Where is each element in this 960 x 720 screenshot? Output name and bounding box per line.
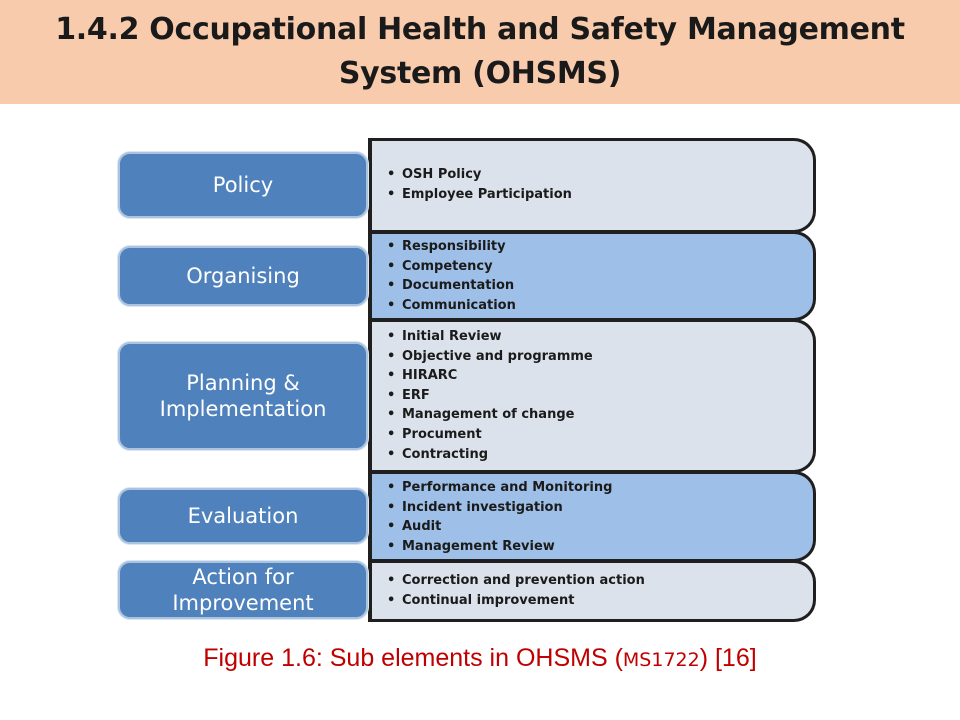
organising-detail-panel <box>368 231 816 321</box>
evaluation-label-box <box>118 488 368 544</box>
page-title-line-2: System (OHSMS) <box>338 56 622 91</box>
list-item: • Audit <box>402 517 813 537</box>
list-item: • Contracting <box>402 445 813 465</box>
evaluation-detail-panel <box>368 471 816 562</box>
list-item: • Competency <box>402 257 813 277</box>
list-item: • Management of change <box>402 405 813 425</box>
list-item: • Management Review <box>402 537 813 557</box>
caption-standard: MS1722 <box>622 649 700 671</box>
policy-detail-panel <box>368 138 816 233</box>
action-for-improvement-label: Action for Improvement <box>172 565 314 615</box>
action-item-list <box>372 563 813 610</box>
planning-detail-panel <box>368 319 816 473</box>
evaluation-label: Evaluation <box>187 504 299 528</box>
organising-label-box <box>118 246 368 306</box>
list-item: • Incident investigation <box>402 498 813 518</box>
list-item: • Communication <box>402 296 813 316</box>
action-for-improvement-label-box <box>118 561 368 619</box>
list-item: • ERF <box>402 386 813 406</box>
policy-item-list <box>372 141 813 204</box>
list-item: • OSH Policy <box>402 165 813 185</box>
planning-item-list <box>372 322 813 464</box>
figure-caption <box>0 644 960 673</box>
list-item: • Correction and prevention action <box>402 571 813 591</box>
list-item: • Employee Participation <box>402 185 813 205</box>
list-item: • Initial Review <box>402 327 813 347</box>
action-detail-panel <box>368 560 816 622</box>
list-item: • Procument <box>402 425 813 445</box>
policy-label-box <box>118 152 368 218</box>
caption-suffix: ) [16] <box>699 644 757 672</box>
organising-label: Organising <box>186 264 300 288</box>
list-item: • Performance and Monitoring <box>402 478 813 498</box>
list-item: • HIRARC <box>402 366 813 386</box>
policy-label: Policy <box>212 173 274 197</box>
list-item: • Continual improvement <box>402 591 813 611</box>
planning-implementation-label-box <box>118 342 368 450</box>
evaluation-item-list <box>372 474 813 556</box>
list-item: • Objective and programme <box>402 347 813 367</box>
caption-prefix: Figure 1.6: Sub elements in OHSMS ( <box>203 644 623 672</box>
organising-item-list <box>372 234 813 315</box>
page-title-line-1: 1.4.2 Occupational Health and Safety Management <box>55 12 905 47</box>
planning-implementation-label: Planning & Implementation <box>159 371 327 421</box>
list-item: • Documentation <box>402 276 813 296</box>
list-item: • Responsibility <box>402 237 813 257</box>
